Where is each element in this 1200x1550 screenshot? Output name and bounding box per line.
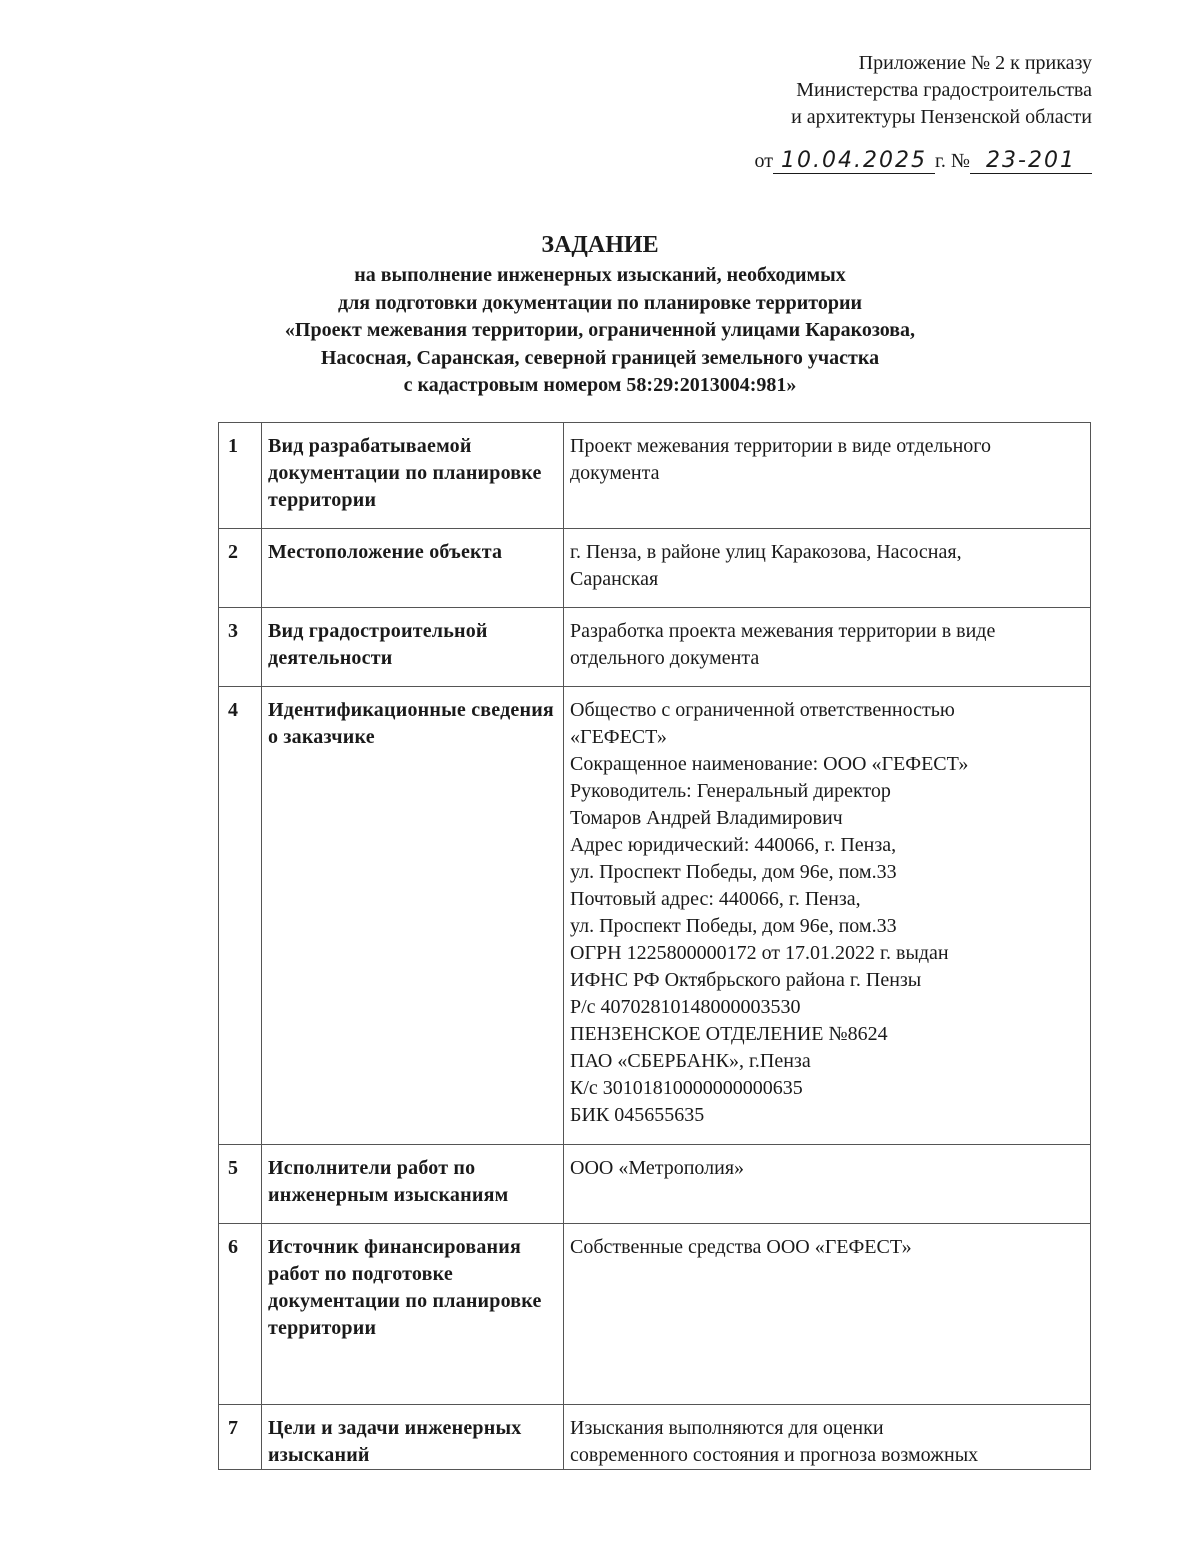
row-value [564, 423, 1091, 529]
order-date-handwritten: 10.04.2025 [773, 149, 935, 174]
row-value [564, 1145, 1091, 1224]
row-value [564, 1405, 1091, 1470]
value-line: Адрес юридический: 440066, г. Пенза, [570, 834, 897, 856]
value-line: Саранская [570, 568, 659, 590]
value-line: ул. Проспект Победы, дом 96е, пом.33 [570, 915, 897, 937]
table-row [219, 608, 1091, 687]
row-label: Местоположение объекта [262, 529, 564, 608]
value-line: ПЕНЗЕНСКОЕ ОТДЕЛЕНИЕ №8624 [570, 1023, 888, 1045]
table-row [219, 529, 1091, 608]
value-line: «ГЕФЕСТ» [570, 726, 667, 748]
row-value [564, 687, 1091, 1145]
table-row [219, 1224, 1091, 1405]
table-row [219, 423, 1091, 529]
row-number: 6 [219, 1224, 262, 1405]
row-number: 2 [219, 529, 262, 608]
row-label: Идентификационные сведения о заказчике [262, 687, 564, 1145]
value-line: современного состояния и прогноза возможных [570, 1444, 979, 1466]
row-value [564, 1224, 1091, 1405]
row-number: 5 [219, 1145, 262, 1224]
order-date-line [754, 148, 1092, 175]
value-line: Руководитель: Генеральный директор [570, 780, 891, 802]
task-table-body [219, 423, 1091, 1470]
value-line: К/с 30101810000000000635 [570, 1077, 803, 1099]
document-title-main: ЗАДАНИЕ [541, 232, 659, 258]
subtitle-line: с кадастровым номером 58:29:2013004:981» [403, 374, 797, 396]
value-line: Общество с ограниченной ответственностью [570, 699, 955, 721]
table-row [219, 687, 1091, 1145]
table-row [219, 1405, 1091, 1470]
value-line: отдельного документа [570, 647, 760, 669]
row-number: 4 [219, 687, 262, 1145]
value-line: Сокращенное наименование: ООО «ГЕФЕСТ» [570, 753, 969, 775]
value-line: ПАО «СБЕРБАНК», г.Пенза [570, 1050, 811, 1072]
appendix-header [791, 50, 1092, 131]
appendix-header-line: Министерства градостроительства [796, 79, 1092, 101]
row-label: Источник финансирования работ по подготовке документации по планировке территории [262, 1224, 564, 1405]
value-line: Изыскания выполняются для оценки [570, 1417, 884, 1439]
value-line: документа [570, 462, 660, 484]
appendix-header-line: и архитектуры Пензенской области [791, 106, 1092, 128]
subtitle-line: на выполнение инженерных изысканий, необходимых [354, 264, 846, 286]
document-title-subtitle [0, 262, 1200, 400]
row-label: Вид градостроительной деятельности [262, 608, 564, 687]
row-label: Исполнители работ по инженерным изысканиям [262, 1145, 564, 1224]
value-line: БИК 045655635 [570, 1104, 705, 1126]
row-number: 7 [219, 1405, 262, 1470]
row-number: 3 [219, 608, 262, 687]
value-line: ул. Проспект Победы, дом 96е, пом.33 [570, 861, 897, 883]
row-label: Вид разрабатываемой документации по планировке территории [262, 423, 564, 529]
row-label: Цели и задачи инженерных изысканий [262, 1405, 564, 1470]
order-date-prefix: от [754, 150, 773, 172]
value-line: ОГРН 1225800000172 от 17.01.2022 г. выдан [570, 942, 949, 964]
appendix-header-line: Приложение № 2 к приказу [858, 52, 1092, 74]
value-line: Проект межевания территории в виде отдельного [570, 435, 992, 457]
row-value [564, 529, 1091, 608]
subtitle-line: Насосная, Саранская, северной границей земельного участка [320, 346, 880, 369]
value-line: Р/с 40702810148000003530 [570, 996, 801, 1018]
value-line: Разработка проекта межевания территории в виде [570, 620, 996, 642]
value-line: Собственные средства ООО «ГЕФЕСТ» [570, 1236, 912, 1258]
order-number-handwritten: 23-201 [970, 149, 1092, 174]
row-value [564, 608, 1091, 687]
table-row [219, 1145, 1091, 1224]
document-title [0, 228, 1200, 400]
order-number-prefix: г. № [934, 150, 970, 172]
value-line: ИФНС РФ Октябрьского района г. Пензы [570, 969, 922, 991]
row-number: 1 [219, 423, 262, 529]
task-table [218, 422, 1091, 1470]
value-line: Почтовый адрес: 440066, г. Пенза, [570, 888, 861, 910]
value-line: ООО «Метрополия» [570, 1157, 745, 1179]
subtitle-line: «Проект межевания территории, ограниченной улицами Каракозова, [284, 319, 916, 341]
value-line: Томаров Андрей Владимирович [570, 807, 843, 829]
subtitle-line: для подготовки документации по планировке территории [337, 291, 863, 314]
value-line: г. Пенза, в районе улиц Каракозова, Насосная, [570, 541, 962, 563]
